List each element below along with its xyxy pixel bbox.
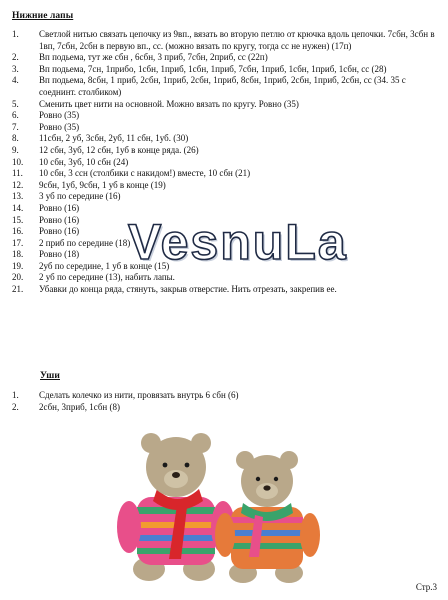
item-number: 18.	[12, 249, 24, 260]
item-text: 3 уб по середине (16)	[39, 191, 121, 202]
item-text: Сделать колечко из нити, провязать внутрь 6 сбн (6)	[39, 390, 239, 400]
item-text: Вп подьема, 8сбн, 1 приб, 2сбн, 1приб, 2сбн, 1приб, 8сбн, 1приб, 2сбн, 1приб, 2сбн, сс (34. 35 с соеднинт. столбиком)	[39, 75, 406, 97]
instruction-item	[12, 180, 437, 192]
item-number: 20.	[12, 272, 24, 283]
item-number: 2.	[12, 401, 19, 412]
item-text: Ровно (18)	[39, 249, 80, 260]
item-text: Ровно (16)	[39, 214, 80, 225]
item-number: 1.	[12, 29, 19, 39]
item-number: 1.	[12, 390, 19, 400]
instruction-item	[12, 168, 437, 180]
item-number: 2.	[12, 52, 19, 63]
item-text: Убавки до конца ряда, стянуть, закрыв отверстие. Нить отрезать, закрепив ее.	[39, 284, 337, 295]
teddy-bears-photo	[107, 427, 339, 587]
item-text: Ровно (16)	[39, 226, 80, 237]
instruction-item	[12, 272, 437, 284]
item-text: 12 сбн, 3уб, 12 сбн, 1уб в конце ряда. (26)	[39, 144, 199, 155]
instruction-item	[12, 99, 437, 111]
item-number: 3.	[12, 63, 19, 74]
instruction-item	[12, 75, 437, 98]
item-text: Вп подьема, тут же сбн , 6сбн, 3 приб, 7сбн, 2приб, сс (22п)	[39, 52, 268, 63]
item-text: Светлой нитью связать цепочку из 9вп., вязать во вторую петлю от крючка вдоль цепочки. 7сбн, 3сбн в 1вп, 7сбн, 2сбн в первую вп., сс. (можно вязать по кругу, тогда сс не нужен) (17п)	[39, 29, 435, 51]
instruction-item	[12, 390, 437, 402]
item-number: 21.	[12, 284, 24, 295]
item-number: 10.	[12, 156, 24, 167]
item-text: Ровно (35)	[39, 110, 80, 121]
item-number: 6.	[12, 110, 19, 121]
instruction-item	[12, 52, 437, 64]
item-number: 14.	[12, 202, 24, 213]
item-text: 2 приб по середине (18)	[39, 237, 131, 248]
item-text: Сменить цвет нити на основной. Можно вязать по кругу. Ровно (35)	[39, 98, 299, 109]
item-text: 2сбн, 3приб, 1сбн (8)	[39, 401, 120, 412]
instruction-item	[12, 133, 437, 145]
section-title-ears: Уши	[40, 371, 60, 381]
item-number: 5.	[12, 98, 19, 109]
instruction-item	[12, 284, 437, 296]
instruction-item	[12, 64, 437, 76]
instruction-item	[12, 402, 437, 414]
item-number: 8.	[12, 133, 19, 144]
section-title-lower-legs: Нижние лапы	[12, 11, 74, 21]
item-number: 12.	[12, 179, 24, 190]
item-text: 2уб по середине, 1 уб в конце (15)	[39, 260, 170, 271]
item-text: 10 сбн, 3 ссн (столбики с накидом!) вместе, 10 сбн (21)	[39, 168, 251, 179]
instruction-item	[12, 122, 437, 134]
item-text: 2 уб по середине (13), набить лапы.	[39, 272, 175, 283]
item-number: 7.	[12, 121, 19, 132]
item-number: 11.	[12, 168, 23, 179]
item-text: Ровно (35)	[39, 121, 80, 132]
item-text: 10 сбн, 3уб, 10 сбн (24)	[39, 156, 129, 167]
item-number: 4.	[12, 75, 19, 86]
item-number: 9.	[12, 144, 19, 155]
instruction-list-ears	[12, 390, 437, 413]
item-number: 19.	[12, 260, 24, 271]
page-number: Стр.3	[415, 582, 437, 592]
item-text: 9сбн, 1уб, 9сбн, 1 уб в конце (19)	[39, 179, 166, 190]
item-number: 16.	[12, 226, 24, 237]
instruction-item	[12, 157, 437, 169]
item-number: 17.	[12, 237, 24, 248]
instruction-item	[12, 110, 437, 122]
item-number: 13.	[12, 191, 24, 202]
item-text: Вп подьема, 7сн, 1прибо, 1сбн, 1приб, 1сбн, 1приб, 7сбн, 1приб, 1сбн, 1приб, 1сбн, сс (28)	[39, 63, 387, 74]
item-number: 15.	[12, 214, 24, 225]
item-text: Ровно (16)	[39, 202, 80, 213]
item-text: 11сбн, 2 уб, 3сбн, 2уб, 11 сбн, 1уб. (30)	[39, 133, 189, 144]
instruction-item	[12, 29, 437, 52]
instruction-item	[12, 145, 437, 157]
watermark-logo: VesnuLa	[128, 214, 348, 270]
instruction-item	[12, 191, 437, 203]
